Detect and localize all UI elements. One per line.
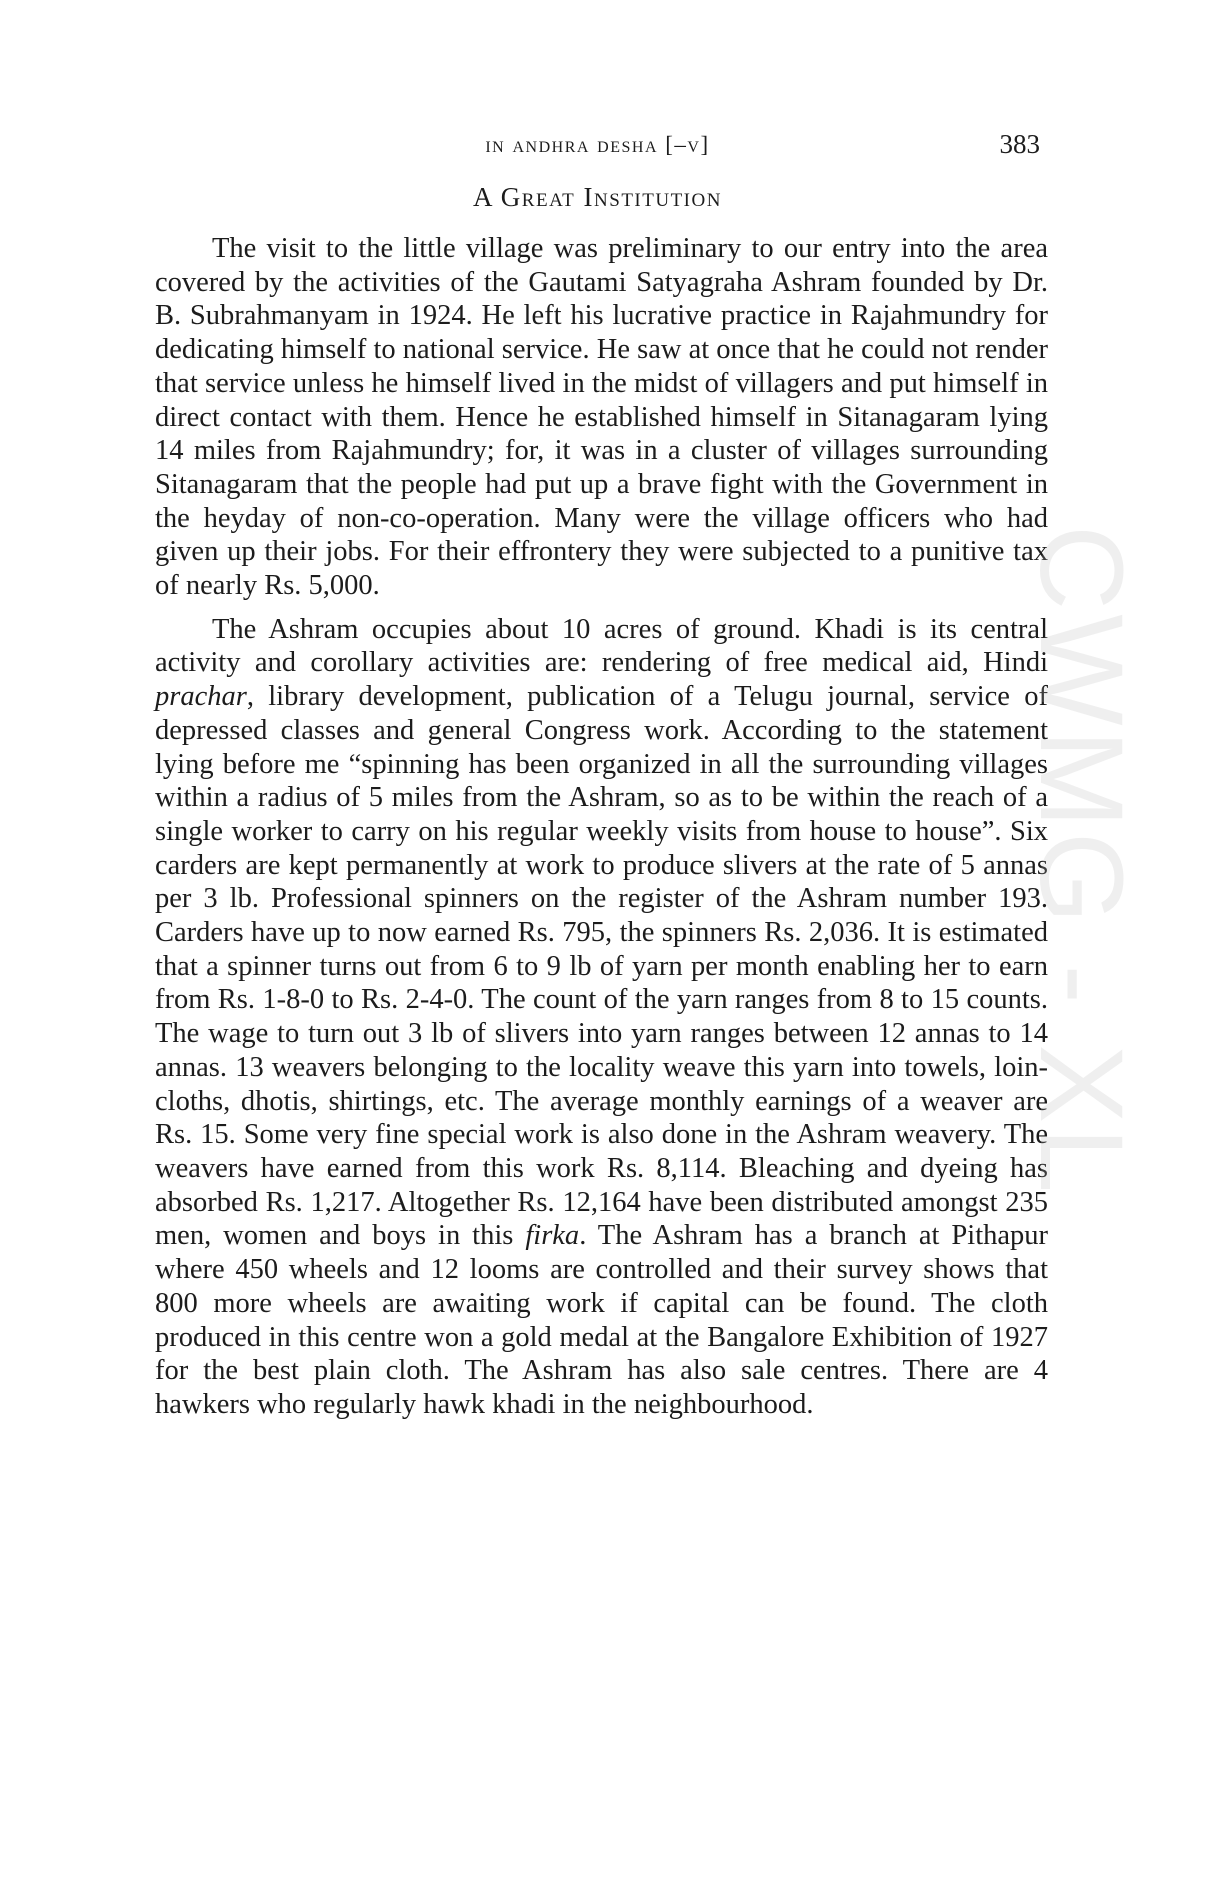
paragraph-2-part-b: , library development, publication of a Telugu journal, service of depressed classes and general Congress work. According to the statement lying before me “spinning has been organized in all the surrounding villages within a radius of 5 miles from the Ashram, so as to be within the reach of a single worker to carry on his regular weekly visits from house to house”. Six carders are kept permanently at work to produce slivers at the rate of 5 annas per 3 lb. Professional spinners on the register of the Ashram number 193. Carders have up to now earned Rs. 795, the spinners Rs. 2,036. It is estimated that a spinner turns out from 6 to 9 lb of yarn per month enabling her to earn from Rs. 1-8-0 to Rs. 2-4-0. The count of the yarn ranges from 8 to 15 counts. The wage to turn out 3 lb of slivers into yarn ranges between 12 annas to 14 annas. 13 weavers belonging to the locality weave this yarn into towels, loin-cloths, dhotis, shirtings, etc. The average monthly earnings of a weaver are Rs. 15. Some very fine special work is also done in the Ashram weavery. The weavers have earned from this work Rs. 8,114. Bleaching and dyeing has absorbed Rs. 1,217. Altogether Rs. 12,164 have been distributed amongst 235 men, women and boys in this xyxy=(155,681,1048,1252)
paragraph-2-part-c: . The Ashram has a branch at Pithapur where 450 wheels and 12 looms are controlled and their survey shows that 800 more wheels are awaiting work if capital can be found. The cloth produced in this centre won a gold medal at the Bangalore Exhibition of 1927 for the best plain cloth. The Ashram has also sale centres. There are 4 hawkers who regularly hawk khadi in the neighbourhood. xyxy=(155,1220,1048,1420)
watermark: CWMG - XL xyxy=(1015,525,1147,1197)
paragraph-2-part-a: The Ashram occupies about 10 acres of ground. Khadi is its central activity and corollary activities are: rendering of free medical aid, Hindi xyxy=(155,613,1048,679)
italic-term-firka: firka xyxy=(525,1220,580,1252)
italic-term-prachar: prachar xyxy=(155,681,247,713)
page-number: 383 xyxy=(999,129,1040,159)
paragraph-1: The visit to the little village was preliminary to our entry into the area covered by the activities of the Gautami Satyagraha Ashram founded by Dr. B. Subrahmanyam in 1924. He left his lucrative practice in Rajahmundry for dedicating himself to national service. He saw at once that he could not render that service unless he himself lived in the midst of villagers and put himself in direct contact with them. Hence he established himself in Sitanagaram lying 14 miles from Rajahmundry; for, it was in a cluster of villages surrounding Sitanagaram that the people had put up a brave fight with the Government in the heyday of non-co-operation. Many were the village officers who had given up their jobs. For their effrontery they were subjected to a punitive tax of nearly Rs. 5,000. xyxy=(155,233,1048,602)
section-heading: A Great Institution xyxy=(473,182,722,212)
running-title: in andhra desha [–v] xyxy=(485,132,710,157)
running-head xyxy=(155,129,1040,166)
paragraph-2 xyxy=(155,613,1048,1422)
body-text xyxy=(155,232,1048,1422)
